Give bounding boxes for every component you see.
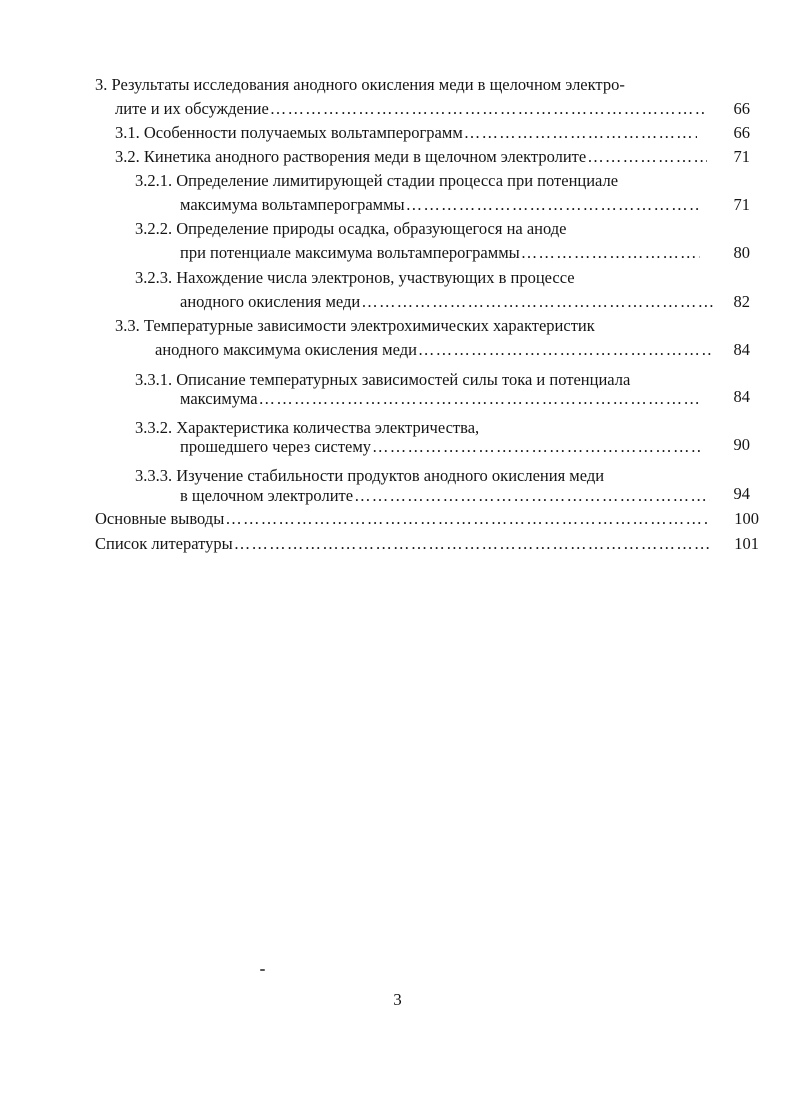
toc-page-number: 82 [733, 292, 750, 311]
toc-entry-3-2-3-line2[interactable] [180, 292, 715, 312]
toc-page-number: 71 [733, 195, 750, 214]
toc-entry-3-3-2-line2[interactable] [180, 437, 700, 457]
leader-dots [270, 99, 705, 119]
toc-page-number: 100 [734, 509, 759, 528]
toc-entry-text: максимума вольтамперограммы [180, 195, 405, 214]
toc-page-number: 80 [733, 243, 750, 262]
toc-entry-text: лите и их обсуждение [115, 99, 269, 118]
toc-page-number: 101 [734, 534, 759, 553]
toc-entry-3-1[interactable] [115, 123, 697, 143]
leader-dots [406, 195, 700, 215]
scan-artifact [260, 969, 265, 971]
toc-entry-text: анодного окисления меди [180, 292, 361, 311]
leader-dots [361, 292, 715, 312]
toc-entry-3-line1: 3. Результаты исследования анодного окисления меди в щелочном электро- [95, 75, 625, 94]
toc-entry-text: максимума [180, 389, 258, 408]
toc-entry-3-2-1-line1: 3.2.1. Определение лимитирующей стадии процесса при потенциале [135, 171, 619, 190]
leader-dots [521, 243, 700, 263]
leader-dots [418, 340, 713, 360]
toc-page-number: 71 [733, 147, 750, 166]
toc-entry-text: 3.2. Кинетика анодного растворения меди в щелочном электролите [115, 147, 587, 166]
toc-entry-3-2-2-line2[interactable] [180, 243, 700, 263]
toc-page-number: 90 [733, 435, 750, 454]
toc-entry-3-3-3-line2[interactable] [180, 486, 710, 506]
page-number: 3 [393, 990, 402, 1009]
toc-entry-3-2-3-line1: 3.2.3. Нахождение числа электронов, участвующих в процессе [135, 268, 575, 287]
toc-entry-3-2-2-line1: 3.2.2. Определение природы осадка, образующегося на аноде [135, 219, 567, 238]
toc-entry-3-3-2-line1: 3.3.2. Характеристика количества электричества, [135, 418, 480, 437]
toc-entry-3-line2[interactable] [115, 99, 705, 119]
toc-entry-3-3-3-line1: 3.3.3. Изучение стабильности продуктов анодного окисления меди [135, 466, 605, 485]
toc-entry-3-3-line2[interactable] [155, 340, 713, 360]
toc-entry-text: прошедшего через систему [180, 437, 372, 456]
leader-dots [234, 534, 713, 554]
toc-entry-text: анодного максимума окисления меди [155, 340, 417, 359]
toc-entry-3-2[interactable] [115, 147, 707, 167]
leader-dots [259, 389, 700, 409]
toc-entry-references[interactable] [95, 534, 713, 554]
toc-page-number: 84 [733, 387, 750, 406]
toc-entry-text: Основные выводы [95, 509, 225, 528]
leader-dots [372, 437, 700, 457]
toc-entry-text: Список литературы [95, 534, 233, 553]
toc-entry-3-3-1-line1: 3.3.1. Описание температурных зависимостей силы тока и потенциала [135, 370, 631, 389]
leader-dots [225, 509, 710, 529]
leader-dots [587, 147, 707, 167]
leader-dots [354, 486, 710, 506]
toc-entry-text: при потенциале максимума вольтамперограммы [180, 243, 520, 262]
toc-page-number: 66 [733, 99, 750, 118]
toc-page-number: 66 [733, 123, 750, 142]
toc-entry-3-3-1-line2[interactable] [180, 389, 700, 409]
leader-dots [464, 123, 697, 143]
toc-page-number: 84 [733, 340, 750, 359]
toc-entry-conclusions[interactable] [95, 509, 710, 529]
toc-entry-3-2-1-line2[interactable] [180, 195, 700, 215]
toc-entry-text: в щелочном электролите [180, 486, 354, 505]
toc-entry-text: 3.1. Особенности получаемых вольтамперограмм [115, 123, 463, 142]
toc-page-number: 94 [733, 484, 750, 503]
toc-entry-3-3-line1: 3.3. Температурные зависимости электрохимических характеристик [115, 316, 595, 335]
